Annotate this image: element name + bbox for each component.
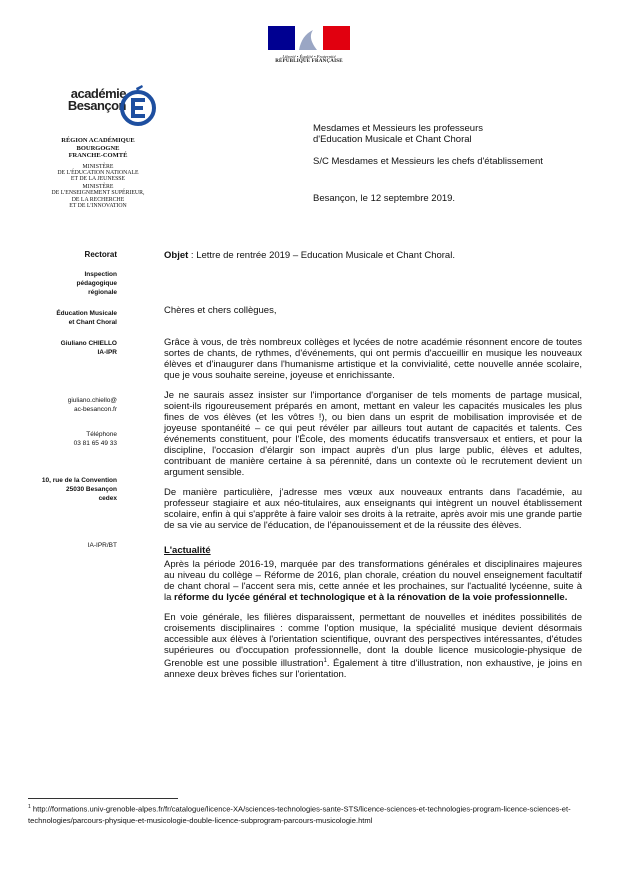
inspection-line: régionale <box>88 289 117 296</box>
discipline-line: Éducation Musicale <box>56 310 117 317</box>
paragraph-5-end: . Également à titre d'illustration, non exhaustive, je joins en annexe deux brèves fiches sur l'orientation. <box>164 658 582 681</box>
paragraph-4-text: Après la période 2016-19, marquée par des transformations générales et disciplinaires majeures au niveau du collège – Réforme de 2016, plan chorale, création du nouvel enseignement facultatif de chant choral – l'accent sera mis, cette année et les prochaines, sur l'actualité lycéenne, suite à la <box>164 559 582 603</box>
paragraph-4 <box>164 559 582 603</box>
letter-body <box>164 250 582 689</box>
inspection-line: Inspection <box>84 271 117 278</box>
republique-francaise-logo <box>268 26 350 64</box>
recipients <box>313 123 593 145</box>
objet-label: Objet <box>164 250 189 261</box>
academie-wordmark <box>66 88 126 112</box>
paragraph-1: Grâce à vous, de très nombreux collèges et lycées de notre académie résonnent encore de toutes sortes de chants, de rythmes, d'événements, qui ont permis d'accueillir en musique les nouveaux élèves et d'inaugurer dans l'humanisme artistique et la convivialité, cette nouvelle année scolaire, que je vous souhaite sereine, joyeuse et enrichissante. <box>164 337 582 381</box>
rf-name: RÉPUBLIQUE FRANÇAISE <box>275 59 343 64</box>
region-line: FRANCHE-COMTÉ <box>68 152 128 159</box>
telephone <box>74 430 117 448</box>
ministere-block <box>30 164 166 183</box>
objet-line <box>164 250 582 261</box>
ministere-line: DE LA RECHERCHE <box>71 196 125 203</box>
objet-text: : Lettre de rentrée 2019 – Education Musicale et Chant Choral. <box>188 250 455 261</box>
reference-code: IA-IPR/BT <box>87 542 117 549</box>
footnote-divider <box>28 798 178 799</box>
footnote-ref[interactable]: 1 <box>323 658 327 664</box>
academie-line2: Besançon <box>67 98 126 113</box>
ministere-line: DE L'ÉDUCATION NATIONALE <box>57 169 139 176</box>
academie-logo <box>66 84 158 130</box>
marianne-flag-icon <box>268 26 350 50</box>
region-line: RÉGION ACADÉMIQUE <box>61 137 135 144</box>
academie-e-logo-icon <box>120 84 156 126</box>
paragraph-3: De manière particulière, j'adresse mes vœux aux nouveaux entrants dans l'académie, au professeur stagiaire et aux néo-titulaires, aux enseignants qui intègrent un nouvel établissement scolaire, enfin à qui s'apprête à faire valoir ses droits à la retraite, après avoir mis une grande partie de sa vie au service de l'éducation, de l'épanouissement et de la réussite des élèves. <box>164 487 582 531</box>
letter-date: Besançon, le 12 septembre 2019. <box>313 193 456 204</box>
paragraph-5 <box>164 612 582 680</box>
recipients-line1: Mesdames et Messieurs les professeurs <box>313 123 484 134</box>
email-line: ac-besancon.fr <box>74 406 117 413</box>
ministere-block <box>30 184 166 210</box>
ministere-line: MINISTÈRE <box>82 163 114 170</box>
discipline-line: et Chant Choral <box>68 319 117 326</box>
footnote-url[interactable]: http://formations.univ-grenoble-alpes.fr/fr/catalogue/licence-XA/sciences-technologies-sante-STS/licence-sciences-et-technologies-program-licence-sciences-et-technologies/parcours-physique-et-musicologie-double-licence-subprogram-parcours-musicologie.html <box>28 804 571 826</box>
ministere-line: ET DE L'INNOVATION <box>69 202 127 209</box>
discipline-label <box>56 309 117 327</box>
ministere-line: DE L'ENSEIGNEMENT SUPÉRIEUR, <box>51 190 145 197</box>
rf-motto: Liberté • Égalité • Fraternité <box>282 54 336 59</box>
paragraph-4-bold: réforme du lycée général et technologique et à la rénovation de la voie professionnelle. <box>174 592 568 603</box>
ministere-line: ET DE LA JEUNESSE <box>70 176 126 183</box>
telephone-number: 03 81 65 49 33 <box>73 440 117 447</box>
paragraph-2: Je ne saurais assez insister sur l'importance d'organiser de tels moments de partage musical, soient-ils rigoureusement préparés en amont, mettant en valeur les capacités musicales les plus fines de vos élèves (et les vôtres !), ou bien dans un esprit de mobilisation improvisée et de joyeuse spontanéité – ce qui peut révéler par ailleurs tout autant de capacités et talents. Ces événements constituent, pour l'École, des moments éducatifs transversaux et entiers, et pour la discipline, l'occasion d'élargir son impact auprès d'un plus large public, élèves et adultes, contribuant de manière certaine à sa pérennité, dans un contexte où le recrutement devient un argument sensible. <box>164 390 582 478</box>
section-title: L'actualité <box>164 545 211 556</box>
recipients-cc: S/C Mesdames et Messieurs les chefs d'établissement <box>313 156 543 167</box>
recipients-block <box>313 123 593 178</box>
greeting: Chères et chers collègues, <box>164 305 277 316</box>
inspection-line: pédagogique <box>76 280 117 287</box>
address-line: 10, rue de la Convention <box>41 477 117 484</box>
address <box>42 476 117 503</box>
rectorat-label: Rectorat <box>84 250 117 259</box>
institution-block <box>30 137 166 209</box>
sender-name-line: Giuliano CHIELLO <box>60 340 117 347</box>
region-line: BOURGOGNE <box>76 144 120 152</box>
sender-name <box>61 339 117 357</box>
paragraph-5-text: En voie générale, les filières disparaissent, permettant de nouvelles et inédites possibilités de croisements disciplinaires : comme l'option musique, la spécialité musique devient désormais accessible aux élèves à l'orientation scientifique, ouvrant des perspectives intéressantes, d'études supérieures ou d'occupation professionnelle, dont la double licence musicologie-physique de Grenoble est une possible illustration <box>164 612 582 670</box>
footnote <box>28 802 588 827</box>
sender-title-line: IA-IPR <box>97 349 117 356</box>
inspection-label <box>77 270 117 297</box>
address-line: cedex <box>98 495 117 502</box>
address-line: 25030 Besançon <box>66 486 117 493</box>
email-line: giuliano.chiello@ <box>67 397 117 404</box>
academie-line1: académie <box>70 86 126 101</box>
footnote-number: 1 <box>28 804 31 810</box>
ministere-line: MINISTÈRE <box>82 183 114 190</box>
telephone-label: Téléphone <box>86 431 117 438</box>
recipients-line2: d'Education Musicale et Chant Choral <box>313 134 472 145</box>
email-link[interactable] <box>68 396 117 414</box>
